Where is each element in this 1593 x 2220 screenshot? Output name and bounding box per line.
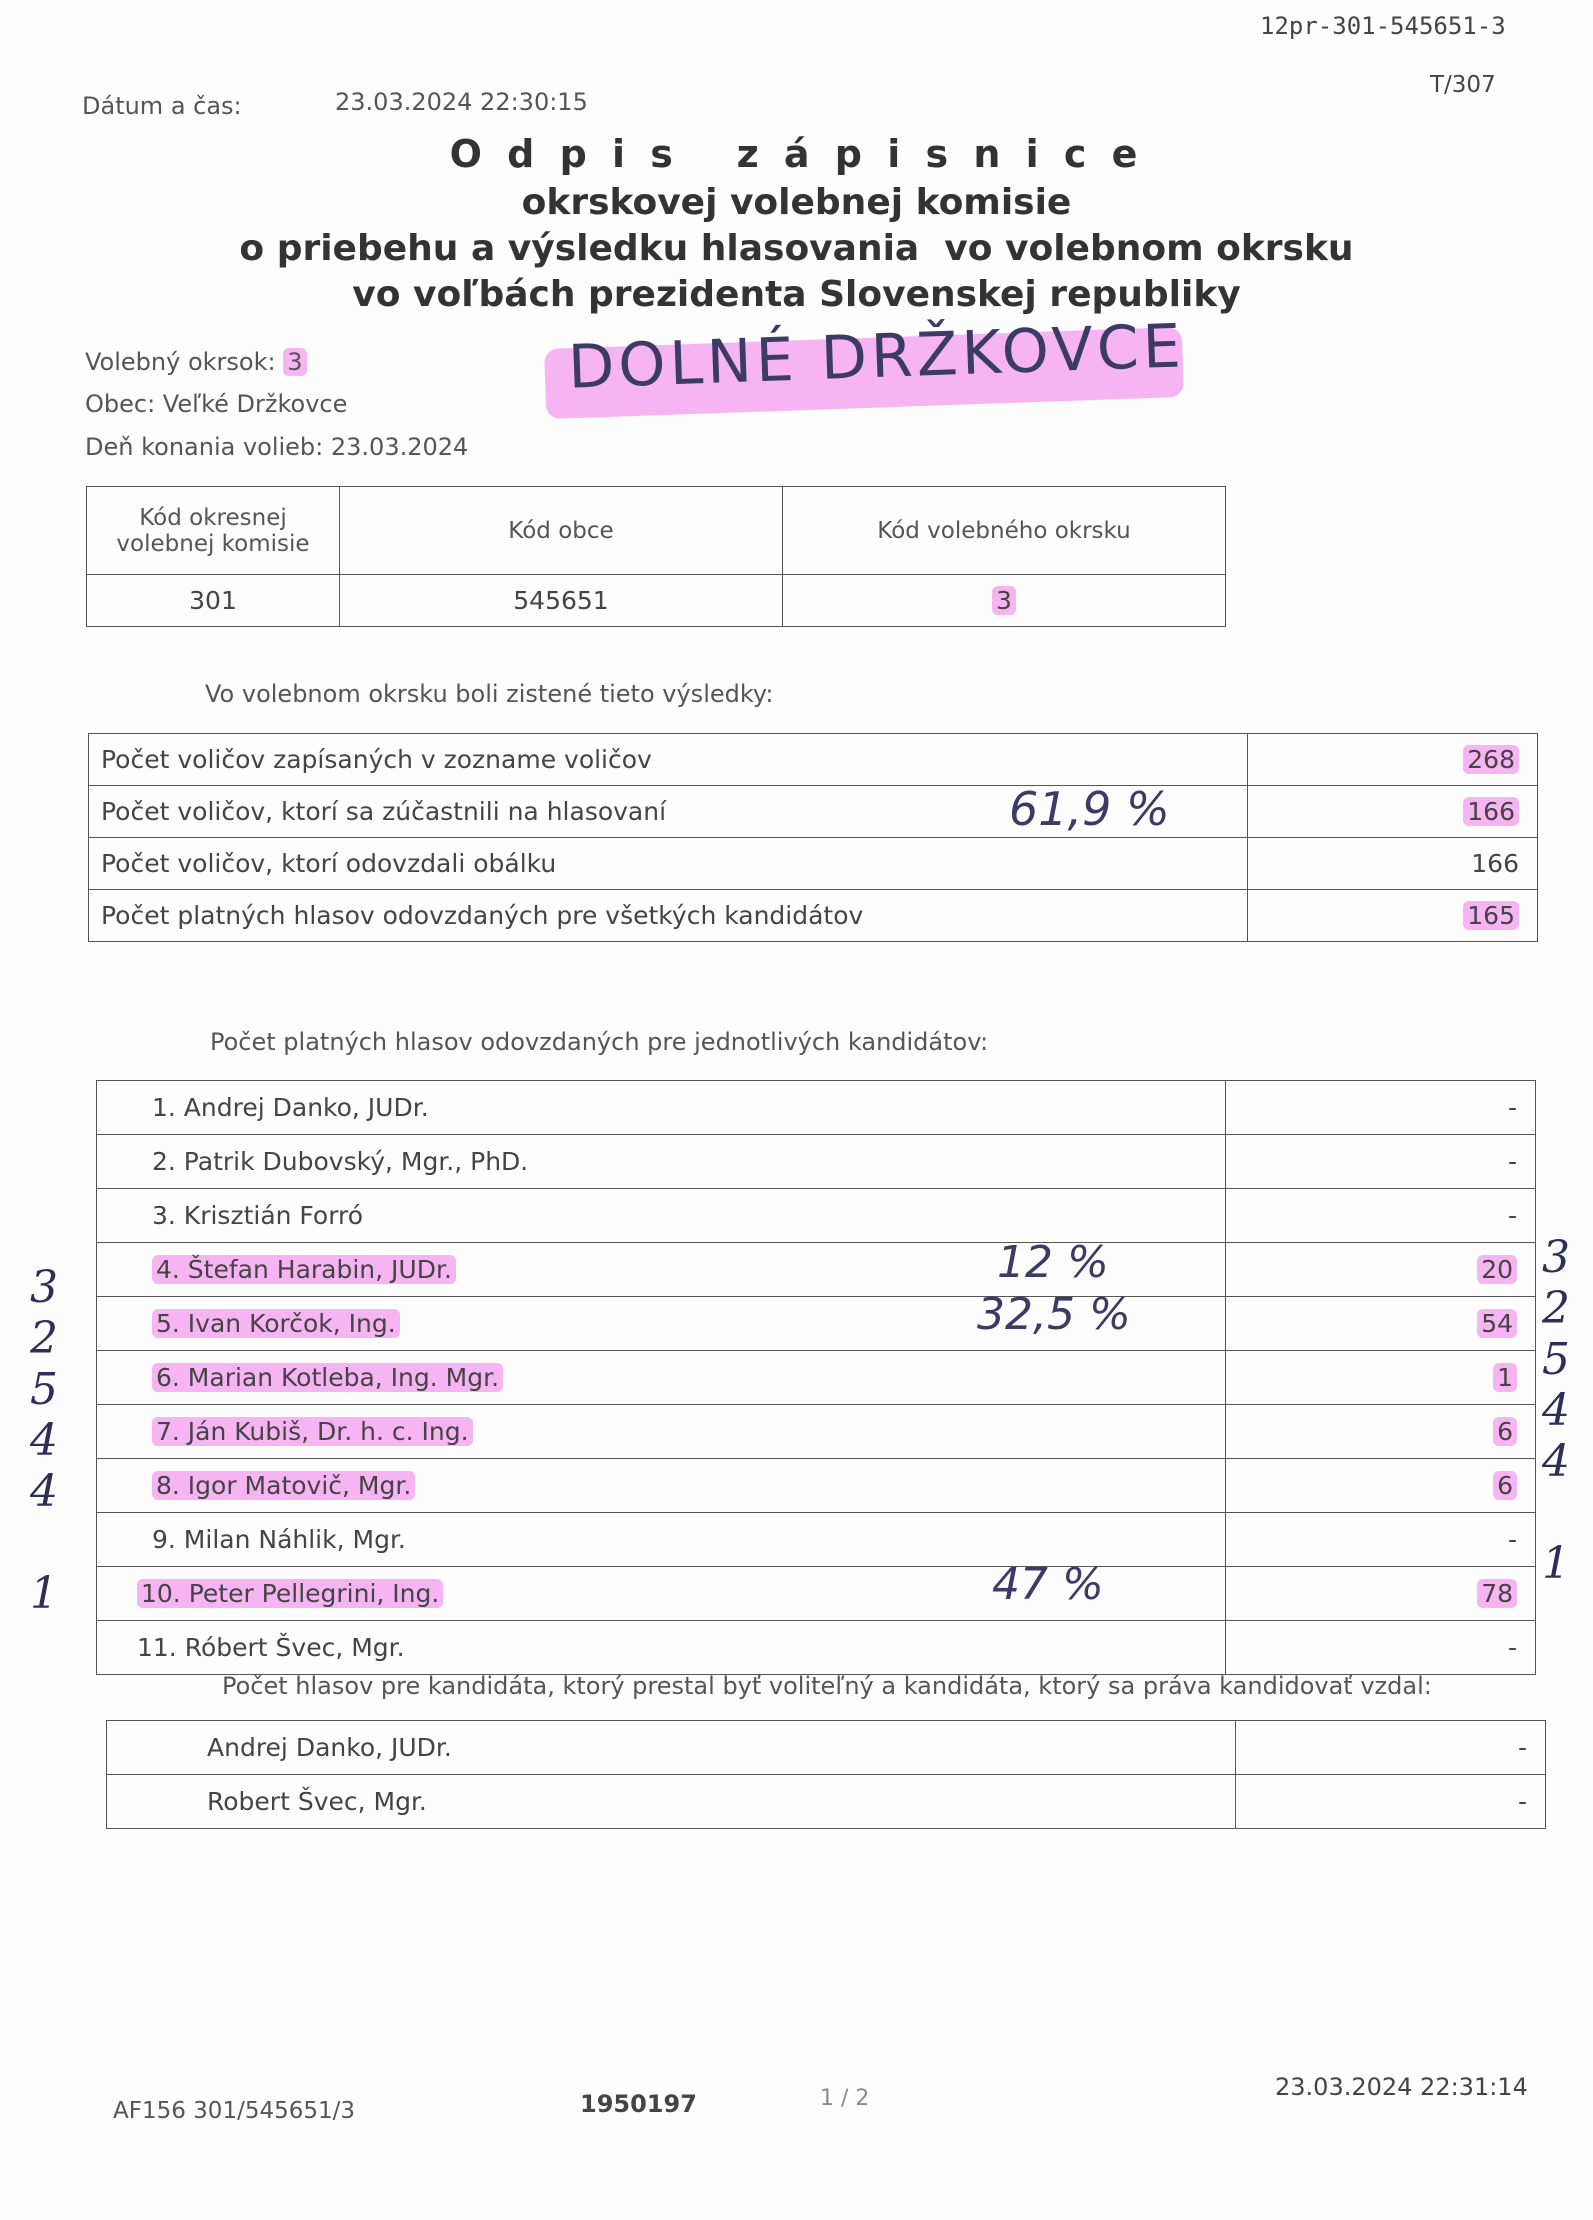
footer-datetime: 23.03.2024 22:31:14: [1275, 2073, 1528, 2101]
election-day: Deň konania volieb: 23.03.2024: [85, 433, 469, 461]
rank-right-matovic: 4: [1542, 1436, 1570, 1487]
rank-right-kubis: 4: [1542, 1385, 1570, 1436]
codes-header-municipality: Kód obce: [340, 487, 783, 575]
withdrawn-votes: -: [1236, 1721, 1546, 1775]
rank-left-korcok: 2: [30, 1313, 58, 1364]
candidate-votes: -: [1226, 1189, 1536, 1243]
candidate-name-text: 4. Štefan Harabin, JUDr.: [152, 1255, 456, 1284]
district-value: 3: [283, 348, 306, 376]
results-label-text: Počet platných hlasov odovzdaných pre všetkých kandidátov: [101, 901, 864, 930]
district-label: Volebný okrsok:: [85, 348, 276, 376]
candidate-votes: [1226, 1405, 1536, 1459]
footer-form-ref: AF156 301/545651/3: [113, 2098, 356, 2124]
withdrawn-intro: Počet hlasov pre kandidáta, ktorý prestal byť voliteľný a kandidáta, ktorý sa práva kandidovať vzdal:: [222, 1672, 1432, 1700]
rank-right-kotleba: 5: [1542, 1334, 1570, 1385]
withdrawn-name: Robert Švec, Mgr.: [107, 1775, 1236, 1829]
datetime-value: 23.03.2024 22:30:15: [335, 88, 588, 116]
candidate-votes: -: [1226, 1081, 1536, 1135]
candidate-votes-text: 54: [1477, 1309, 1517, 1338]
candidates-table: [96, 1080, 1536, 1675]
candidate-name: 9. Milan Náhlik, Mgr.: [97, 1513, 1226, 1567]
rank-left-pellegrini: 1: [30, 1568, 58, 1619]
candidate-name: 1. Andrej Danko, JUDr.: [97, 1081, 1226, 1135]
results-label: [89, 782, 1248, 838]
results-value: [1248, 734, 1538, 786]
candidate-name: 2. Patrik Dubovský, Mgr., PhD.: [97, 1135, 1226, 1189]
title-line-1: O d p i s z á p i s n i c e: [449, 132, 1144, 176]
results-label-text: Počet voličov zapísaných v zozname voličov: [101, 745, 652, 774]
harabin-percent-note: 12 %: [997, 1237, 1109, 1288]
candidate-name: [97, 1405, 1226, 1459]
municipality: Obec: Veľké Držkovce: [85, 390, 348, 418]
withdrawn-table: [106, 1720, 1546, 1829]
district-line: [85, 348, 307, 376]
candidate-name-text: 7. Ján Kubiš, Dr. h. c. Ing.: [152, 1417, 473, 1446]
candidate-votes: -: [1226, 1513, 1536, 1567]
footer-page: 1 / 2: [820, 2086, 870, 2111]
candidate-name: 3. Krisztián Forró: [97, 1189, 1226, 1243]
rank-right-harabin: 3: [1542, 1232, 1570, 1283]
results-table: [88, 733, 1538, 942]
candidate-votes: [1226, 1351, 1536, 1405]
results-value: [1248, 838, 1538, 890]
footer-number: 1950197: [580, 2090, 697, 2118]
candidate-votes: [1226, 1243, 1536, 1297]
candidate-name: [97, 1351, 1226, 1405]
codes-table: [86, 486, 1226, 627]
results-value: [1248, 890, 1538, 942]
results-label: [89, 734, 1248, 786]
candidate-votes-text: 20: [1477, 1255, 1517, 1284]
codes-value-precinct: [783, 575, 1226, 627]
candidate-name: [97, 1459, 1226, 1513]
title-line-3: o priebehu a výsledku hlasovania vo volebnom okrsku: [239, 228, 1354, 269]
title-line-4: vo voľbách prezidenta Slovenskej republiky: [352, 274, 1241, 315]
results-label: [89, 838, 1248, 890]
candidates-intro: Počet platných hlasov odovzdaných pre jednotlivých kandidátov:: [210, 1028, 989, 1056]
candidate-name: [97, 1289, 1226, 1351]
candidate-votes: [1226, 1459, 1536, 1513]
results-value-text: 268: [1463, 745, 1519, 774]
candidate-votes-text: 1: [1493, 1363, 1517, 1392]
title-line-2: okrskovej volebnej komisie: [521, 182, 1072, 223]
document-id: 12pr-301-545651-3: [1260, 12, 1506, 40]
rank-left-harabin: 3: [30, 1262, 58, 1313]
codes-value-precinct-text: 3: [992, 586, 1016, 615]
codes-header-precinct: Kód volebného okrsku: [783, 487, 1226, 575]
handwritten-place: DOLNÉ DRŽKOVCE: [566, 311, 1186, 403]
results-value-text: 165: [1463, 901, 1519, 930]
results-value-text: 166: [1471, 849, 1519, 878]
withdrawn-name: Andrej Danko, JUDr.: [107, 1721, 1236, 1775]
candidate-name-text: 5. Ivan Korčok, Ing.: [152, 1309, 400, 1338]
candidate-votes: [1226, 1567, 1536, 1621]
results-value-text: 166: [1463, 797, 1519, 826]
withdrawn-votes: -: [1236, 1775, 1546, 1829]
rank-left-kotleba: 5: [30, 1364, 58, 1415]
rank-left-kubis: 4: [30, 1415, 58, 1466]
rank-right-pellegrini: 1: [1542, 1538, 1570, 1589]
candidate-name: 11. Róbert Švec, Mgr.: [97, 1621, 1226, 1675]
candidate-name-text: 6. Marian Kotleba, Ing. Mgr.: [152, 1363, 503, 1392]
form-code: T/307: [1430, 72, 1496, 98]
results-intro: Vo volebnom okrsku boli zistené tieto výsledky:: [205, 680, 774, 708]
datetime-label: Dátum a čas:: [82, 92, 242, 120]
candidate-name: [97, 1559, 1226, 1621]
results-label-text: Počet voličov, ktorí sa zúčastnili na hlasovaní: [101, 797, 667, 826]
candidate-votes: -: [1226, 1135, 1536, 1189]
candidate-votes-text: 6: [1493, 1471, 1517, 1500]
candidate-votes: [1226, 1297, 1536, 1351]
results-value: [1248, 786, 1538, 838]
rank-right-korcok: 2: [1542, 1283, 1570, 1334]
candidate-votes: -: [1226, 1621, 1536, 1675]
codes-value-district: 301: [87, 575, 340, 627]
turnout-note: 61,9 %: [1009, 782, 1170, 836]
results-label: [89, 890, 1248, 942]
codes-value-municipality: 545651: [340, 575, 783, 627]
results-label-text: Počet voličov, ktorí odovzdali obálku: [101, 849, 557, 878]
candidate-name-text: 10. Peter Pellegrini, Ing.: [137, 1579, 443, 1608]
codes-header-district: Kód okresnej volebnej komisie: [87, 487, 340, 575]
candidate-votes-text: 78: [1477, 1579, 1517, 1608]
candidate-votes-text: 6: [1493, 1417, 1517, 1446]
korcok-percent-note: 32,5 %: [977, 1289, 1131, 1340]
pellegrini-percent-note: 47 %: [992, 1559, 1104, 1610]
candidate-name-text: 8. Igor Matovič, Mgr.: [152, 1471, 415, 1500]
rank-left-matovic: 4: [30, 1466, 58, 1517]
